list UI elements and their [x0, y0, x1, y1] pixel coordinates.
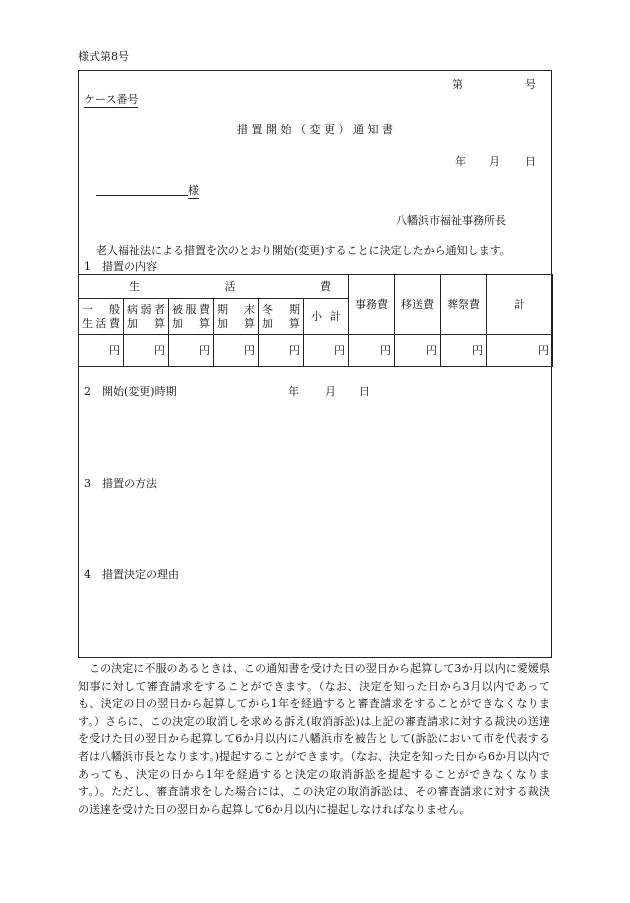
yen-cell: 円 [395, 335, 441, 367]
section1-title: 1 措置の内容 [84, 260, 157, 273]
appeal-notice: この決定に不服のあるときは、この通知書を受けた日の翌日から起算して3か月以内に愛媛県知事に対して審査請求をすることができます。（なお、決定を知った日から3月以内であっても、決定の日の翌日から起算してから1年を経過すると審査請求をすることができなくなります。）さらに、この決定の取消しを求める訴え(取消訴訟)は上記の審査請求に対する裁決の送達を受けた日の翌日から起算して6か月以内に八幡浜市を被告として(訴訟において市を代表する者は八幡浜市長となります。)提起することができます。（なお、決定を知った日から6か月以内であっても、決定の日から1年を経過すると決定の取消訴訟を提起することができなくなります。）。ただし、審査請求をした場合には、この決定の取消訴訟は、その審査請求に対する裁決の送達を受けた日の翌日から起算して6か月以内に提起しなければなりません。 [78, 662, 550, 816]
case-number-label: ケース番号 [84, 93, 139, 106]
section3-title: 3 措置の方法 [84, 477, 157, 490]
date-year: 年 [455, 155, 466, 168]
date-month: 月 [489, 155, 500, 168]
measures-table [78, 274, 553, 367]
yen-cell: 円 [304, 335, 349, 367]
yen-cell: 円 [259, 335, 304, 367]
intro-text: 老人福祉法による措置を次のとおり開始(変更)することに決定したから通知します。 [96, 244, 511, 257]
header-general-living: 一般 生活費 [79, 299, 124, 335]
amount-row [79, 335, 553, 367]
yen-cell: 円 [124, 335, 169, 367]
yen-cell: 円 [169, 335, 214, 367]
yen-cell: 円 [349, 335, 395, 367]
yen-cell: 円 [487, 335, 553, 367]
number-suffix: 号 [525, 78, 536, 91]
issuer: 八幡浜市福祉事務所長 [396, 214, 506, 227]
date-day: 日 [525, 155, 536, 168]
header-living-expenses: 生活費 [79, 275, 349, 299]
yen-cell: 円 [441, 335, 487, 367]
header-total: 計 [487, 275, 553, 335]
yen-cell: 円 [79, 335, 124, 367]
header-clothing-addition: 被服費 加算 [169, 299, 214, 335]
header-transport-cost: 移送費 [395, 275, 441, 335]
number-prefix: 第 [452, 78, 463, 91]
header-subtotal: 小計 [304, 299, 349, 335]
yen-cell: 円 [214, 335, 259, 367]
header-office-cost: 事務費 [349, 275, 395, 335]
header-illness-addition: 病弱者 加算 [124, 299, 169, 335]
header-funeral-cost: 葬祭費 [441, 275, 487, 335]
document-title: 措置開始（変更）通知書 [237, 123, 397, 136]
addressee-line [96, 195, 188, 196]
section2-month: 月 [325, 385, 336, 398]
section4-title: 4 措置決定の理由 [84, 568, 179, 581]
section2-day: 日 [359, 385, 370, 398]
section2-title: 2 開始(変更)時期 [84, 385, 177, 398]
addressee-suffix: 様 [188, 184, 199, 197]
header-winter-addition: 冬期 加算 [259, 299, 304, 335]
header-year-end-addition: 期末 加算 [214, 299, 259, 335]
form-number: 様式第8号 [78, 50, 129, 63]
section2-year: 年 [288, 385, 299, 398]
